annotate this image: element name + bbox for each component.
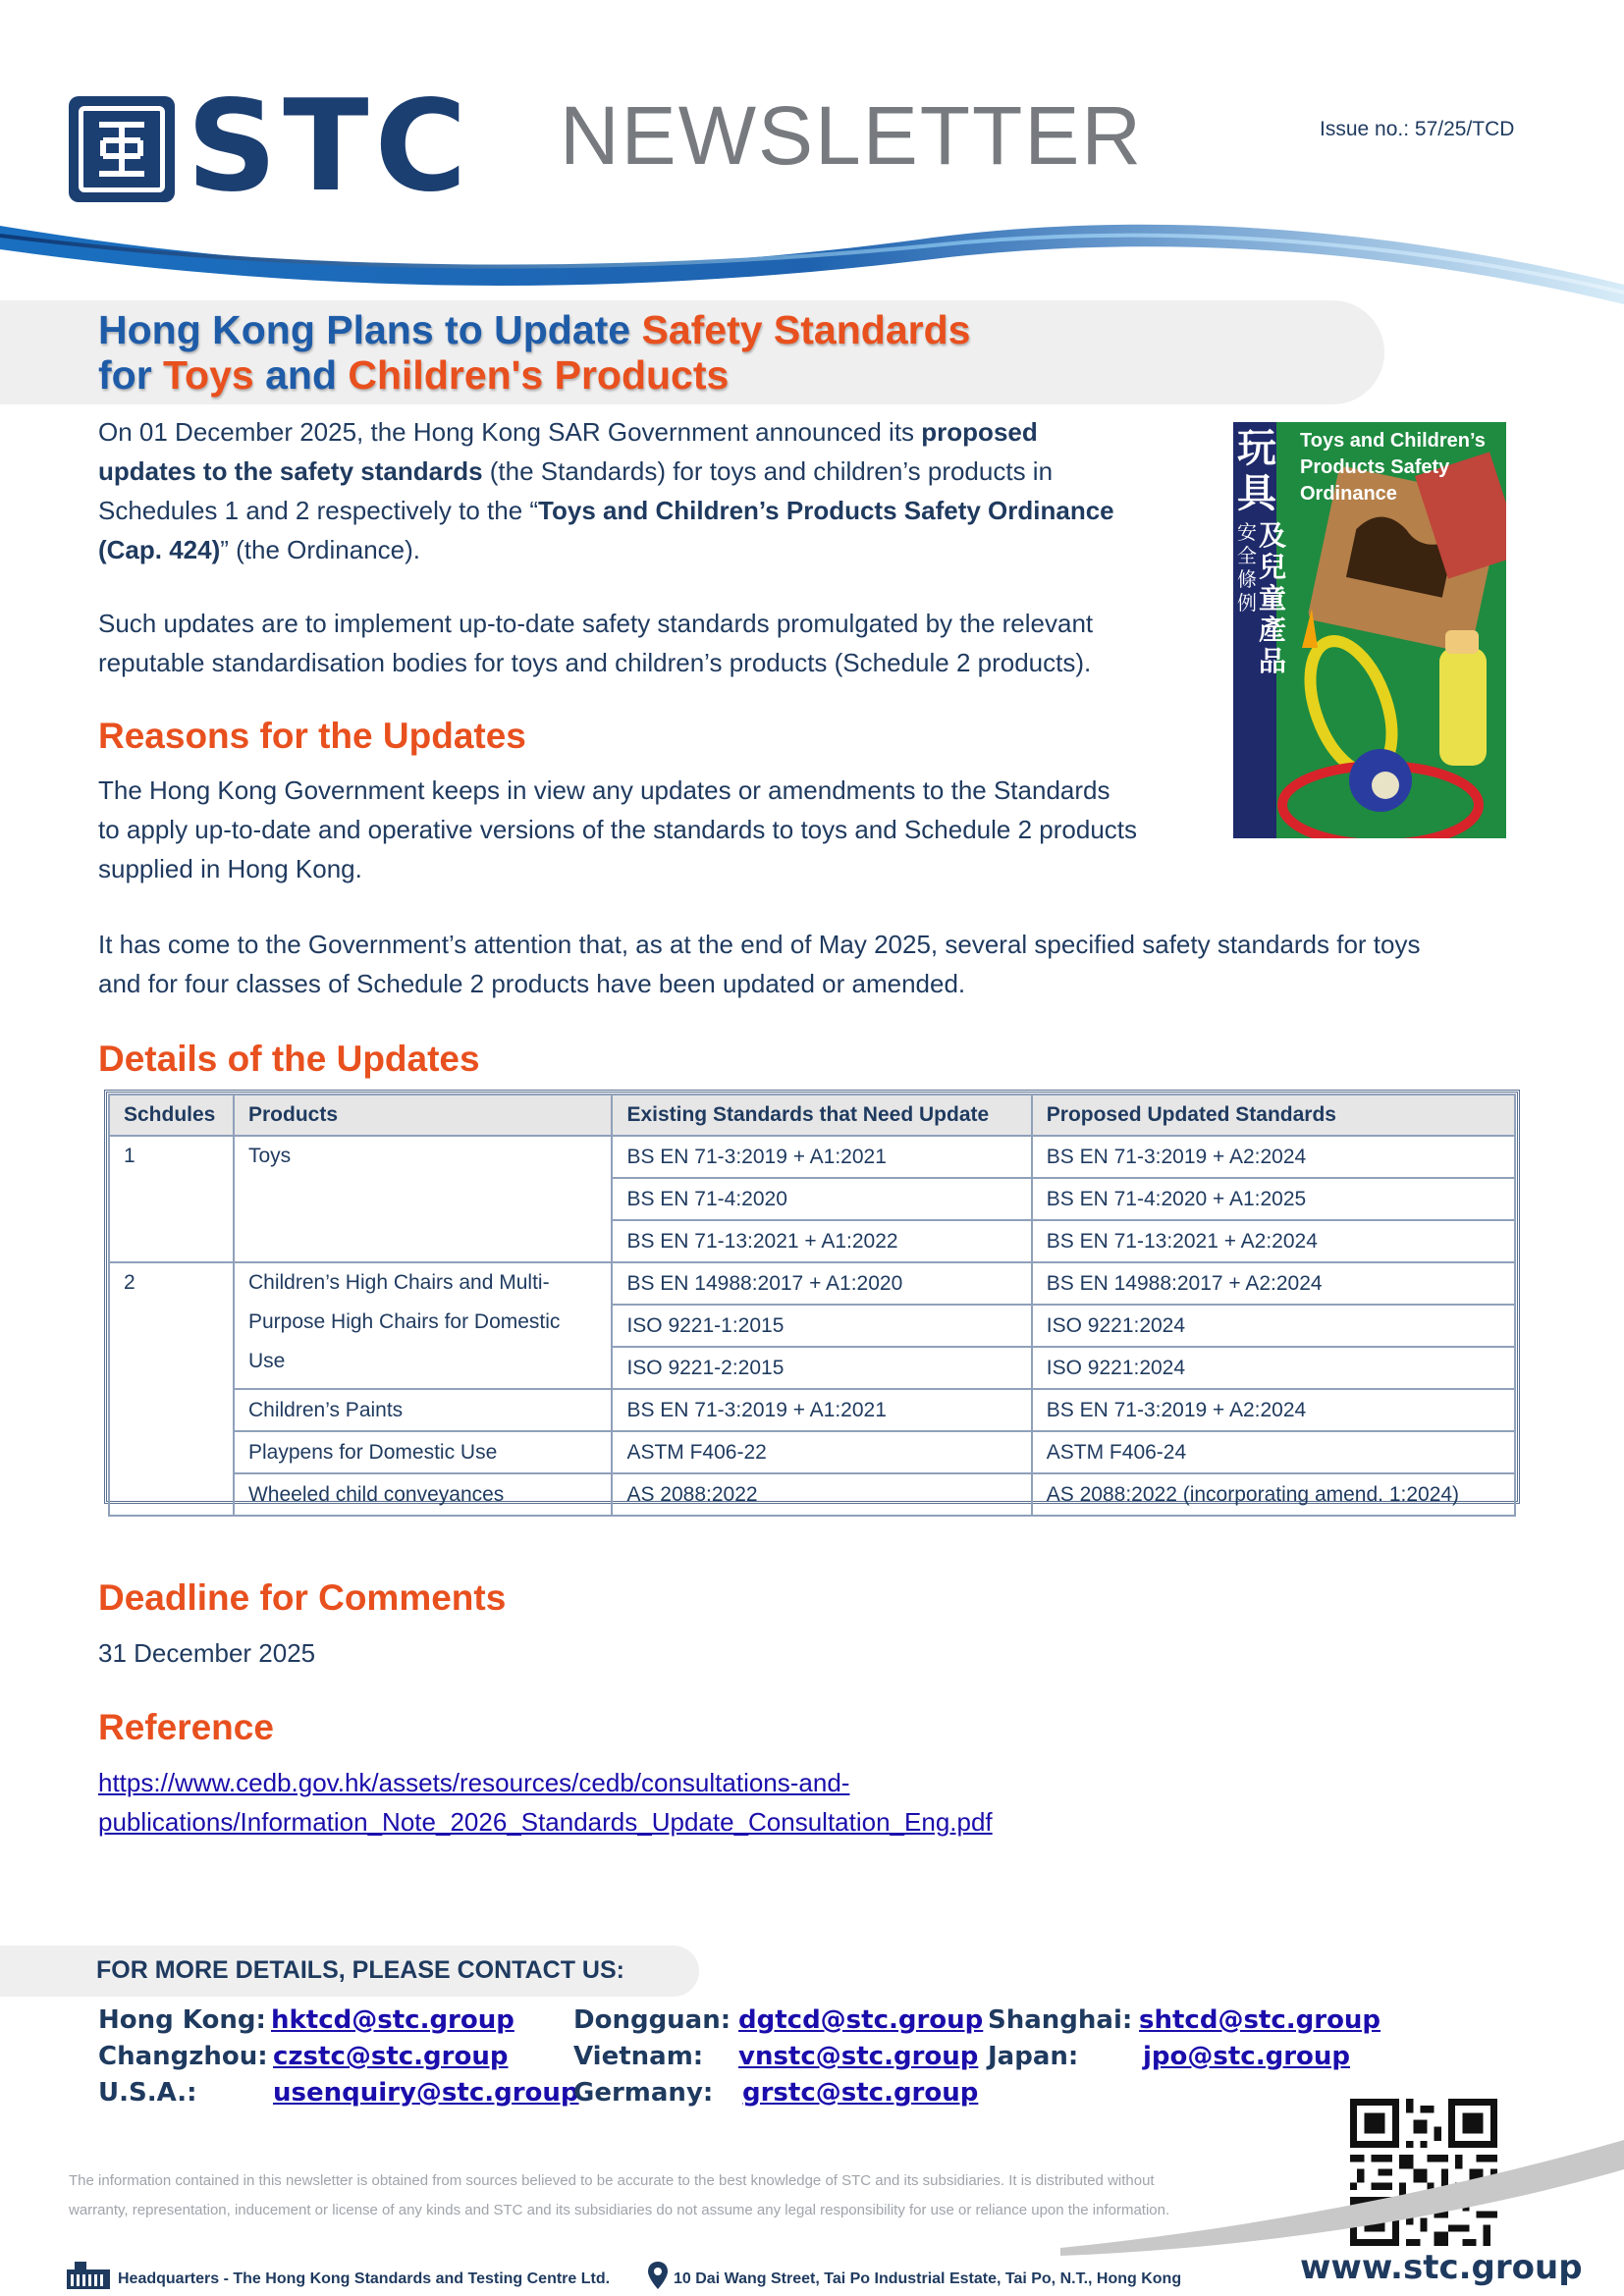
newsletter-label: NEWSLETTER xyxy=(560,89,1144,182)
logo-mark xyxy=(79,106,165,192)
table-row xyxy=(109,1473,1515,1516)
intro-line-4: (Cap. 424)” (the Ordinance). xyxy=(98,535,421,564)
issue-number: Issue no.: 57/25/TCD xyxy=(1320,118,1515,140)
reference-link[interactable] xyxy=(98,1763,993,1842)
cell-existing: BS EN 14988:2017 + A1:2020 xyxy=(612,1262,1031,1305)
contact-label: U.S.A.: xyxy=(98,2078,197,2108)
reasons-para2-line-2: and for four classes of Schedule 2 products have been updated or amended. xyxy=(98,969,966,998)
footer-address: 10 Dai Wang Street, Tai Po Industrial Estate, Tai Po, N.T., Hong Kong xyxy=(674,2270,1182,2287)
contact-label: Changzhou: xyxy=(98,2042,268,2071)
cell-proposed: ASTM F406-24 xyxy=(1032,1431,1515,1473)
contact-email-japan[interactable]: jpo@stc.group xyxy=(1143,2042,1350,2071)
contact-email-shanghai[interactable]: shtcd@stc.group xyxy=(1139,2005,1381,2035)
contact-label: Japan: xyxy=(988,2042,1079,2071)
contact-label: Dongguan: xyxy=(573,2005,731,2035)
header-swoosh xyxy=(0,216,1624,304)
cell-existing: AS 2088:2022 xyxy=(612,1473,1031,1516)
disclaimer-line-1: The information contained in this newsletter is obtained from sources believed to be accurate to the best knowledge of STC and its subsidiaries. It is distributed without xyxy=(69,2172,1155,2189)
contact-email-hongkong[interactable]: hktcd@stc.group xyxy=(271,2005,514,2035)
table-row xyxy=(109,1262,1515,1305)
heading-deadline: Deadline for Comments xyxy=(98,1577,507,1618)
footer-headquarters: Headquarters - The Hong Kong Standards and Testing Centre Ltd. xyxy=(118,2270,611,2287)
deadline-date: 31 December 2025 xyxy=(98,1638,316,1668)
cell-proposed: ISO 9221:2024 xyxy=(1032,1305,1515,1347)
table-row xyxy=(109,1431,1515,1473)
intro-line-2: updates to the safety standards (the Standards) for toys and children’s products in xyxy=(98,456,1054,486)
table-header-row xyxy=(109,1095,1515,1136)
cell-existing: ISO 9221-1:2015 xyxy=(612,1305,1031,1347)
cell-product: Playpens for Domestic Use xyxy=(234,1431,612,1473)
ordinance-cover-image xyxy=(1233,422,1506,838)
cell-existing: BS EN 71-3:2019 + A1:2021 xyxy=(612,1136,1031,1178)
col-header-schedules: Schdules xyxy=(109,1095,234,1136)
contact-label: Vietnam: xyxy=(573,2042,704,2071)
contact-email-usa[interactable]: usenquiry@stc.group xyxy=(273,2078,579,2108)
cell-proposed: BS EN 14988:2017 + A2:2024 xyxy=(1032,1262,1515,1305)
location-pin-icon xyxy=(648,2262,668,2289)
contact-label: Shanghai: xyxy=(988,2005,1133,2035)
disclaimer-line-2: warranty, representation, inducement or license of any kinds and STC and its subsidiaries do not assume any legal responsibility for use or reliance upon the information. xyxy=(69,2202,1170,2218)
cover-chinese-mid: 及兒童產品 xyxy=(1259,519,1287,677)
cell-proposed: BS EN 71-3:2019 + A2:2024 xyxy=(1032,1136,1515,1178)
cell-proposed: BS EN 71-3:2019 + A2:2024 xyxy=(1032,1389,1515,1431)
table-row xyxy=(109,1136,1515,1178)
reasons-line-2: to apply up-to-date and operative versions of the standards to toys and Schedule 2 products xyxy=(98,815,1138,844)
reasons-para2-line-1: It has come to the Government’s attention that, as at the end of May 2025, several specified safety standards for toys xyxy=(98,930,1421,959)
cell-existing: BS EN 71-13:2021 + A1:2022 xyxy=(612,1220,1031,1262)
intro-para2-line-2: reputable standardisation bodies for toys and children’s products (Schedule 2 products). xyxy=(98,648,1092,677)
intro-para2-line-1: Such updates are to implement up-to-date safety standards promulgated by the relevant xyxy=(98,609,1094,638)
reference-url-line-2[interactable]: publications/Information_Note_2026_Standards_Update_Consultation_Eng.pdf xyxy=(98,1807,993,1837)
contact-label: Hong Kong: xyxy=(98,2005,266,2035)
cell-existing: BS EN 71-4:2020 xyxy=(612,1178,1031,1220)
contact-label: Germany: xyxy=(573,2078,714,2108)
heading-reasons: Reasons for the Updates xyxy=(98,716,526,756)
logo-text: STC xyxy=(187,74,473,220)
contact-heading: FOR MORE DETAILS, PLEASE CONTACT US: xyxy=(96,1956,624,1984)
col-header-existing: Existing Standards that Need Update xyxy=(612,1095,1031,1136)
intro-line-3: Schedules 1 and 2 respectively to the “Toys and Children’s Products Safety Ordinance xyxy=(98,496,1114,525)
reasons-line-3: supplied in Hong Kong. xyxy=(98,854,362,883)
reasons-line-1: The Hong Kong Government keeps in view any updates or amendments to the Standards xyxy=(98,775,1110,805)
cover-chinese-small: 安全條例 xyxy=(1237,520,1257,614)
heading-reference: Reference xyxy=(98,1707,274,1747)
headquarters-building-icon xyxy=(65,2260,112,2289)
contact-email-changzhou[interactable]: czstc@stc.group xyxy=(273,2042,509,2071)
cell-schedule: 2 xyxy=(109,1262,234,1516)
cell-product: Toys xyxy=(234,1136,612,1262)
cell-existing: ASTM F406-22 xyxy=(612,1431,1031,1473)
cell-proposed: ISO 9221:2024 xyxy=(1032,1347,1515,1389)
reference-url-line-1[interactable]: https://www.cedb.gov.hk/assets/resources/cedb/consultations-and- xyxy=(98,1768,850,1797)
logo-mark-icon xyxy=(83,111,160,187)
intro-line-1: On 01 December 2025, the Hong Kong SAR Government announced its proposed xyxy=(98,417,1038,447)
cell-product: Children’s High Chairs and Multi- Purpose High Chairs for Domestic Use xyxy=(234,1262,612,1389)
cell-existing: BS EN 71-3:2019 + A1:2021 xyxy=(612,1389,1031,1431)
cell-proposed: AS 2088:2022 (incorporating amend. 1:2024) xyxy=(1032,1473,1515,1516)
contact-email-dongguan[interactable]: dgtcd@stc.group xyxy=(738,2005,984,2035)
cell-schedule: 1 xyxy=(109,1136,234,1262)
contact-email-germany[interactable]: grstc@stc.group xyxy=(742,2078,979,2108)
heading-details: Details of the Updates xyxy=(98,1039,480,1079)
contact-email-vietnam[interactable]: vnstc@stc.group xyxy=(738,2042,979,2071)
website-link[interactable]: www.stc.group xyxy=(1300,2248,1583,2287)
col-header-products: Products xyxy=(234,1095,612,1136)
cover-chinese-title: 玩具 xyxy=(1237,426,1276,516)
cover-english-title: Toys and Children’s Products Safety Ordinance xyxy=(1300,430,1486,505)
cell-existing: ISO 9221-2:2015 xyxy=(612,1347,1031,1389)
table-row xyxy=(109,1389,1515,1431)
cell-proposed: BS EN 71-4:2020 + A1:2025 xyxy=(1032,1178,1515,1220)
col-header-proposed: Proposed Updated Standards xyxy=(1032,1095,1515,1136)
cell-product: Wheeled child conveyances xyxy=(234,1473,612,1516)
page-title-line-2: for Toys and Children's Products xyxy=(98,352,730,398)
cell-proposed: BS EN 71-13:2021 + A2:2024 xyxy=(1032,1220,1515,1262)
standards-table xyxy=(108,1094,1516,1517)
cell-product: Children’s Paints xyxy=(234,1389,612,1431)
page-title-line-1: Hong Kong Plans to Update Safety Standards xyxy=(98,307,971,352)
